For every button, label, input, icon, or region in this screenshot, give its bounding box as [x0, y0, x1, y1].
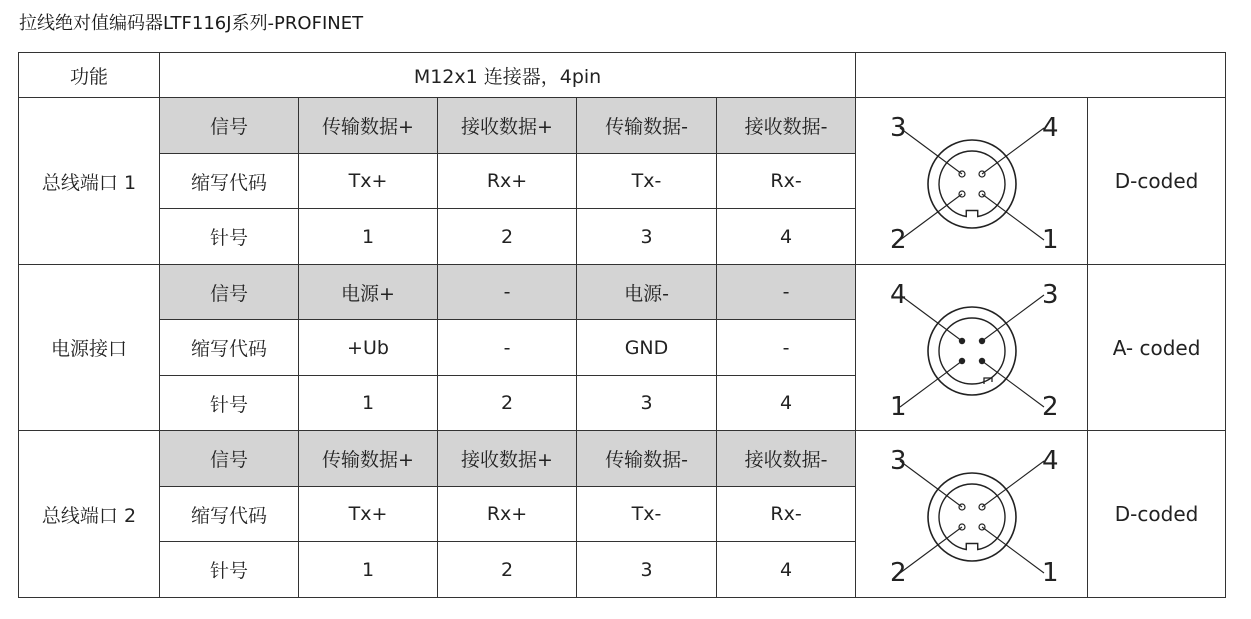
table-cell: 1	[299, 375, 438, 431]
table-cell: Rx+	[438, 153, 577, 209]
table-cell: Tx-	[577, 486, 717, 542]
row-label: 信号	[160, 98, 299, 154]
connector-pin-label: 1	[1041, 225, 1059, 256]
table-cell: 接收数据-	[717, 98, 856, 154]
page-title: 拉线绝对值编码器LTF116J系列-PROFINET	[19, 13, 364, 34]
table-cell: 4	[717, 375, 856, 431]
connector-cell	[856, 431, 1088, 598]
table-cell: Tx-	[577, 153, 717, 209]
connector-cell	[856, 264, 1088, 431]
table-cell: 接收数据+	[438, 431, 577, 487]
row-label: 信号	[160, 264, 299, 320]
table-cell: 传输数据+	[299, 98, 438, 154]
connector-pin-label: 3	[1041, 279, 1059, 310]
connector-inner-ring	[939, 484, 1005, 549]
table-cell: -	[438, 264, 577, 320]
table-cell: 1	[299, 542, 438, 598]
table-cell: +Ub	[299, 320, 438, 376]
header-function: 功能	[19, 53, 160, 98]
connector-pin-label: 2	[889, 558, 907, 589]
table-cell: 3	[577, 209, 717, 265]
table-cell: 4	[717, 209, 856, 265]
row-label: 缩写代码	[160, 153, 299, 209]
row-label: 缩写代码	[160, 486, 299, 542]
table-cell: 3	[577, 375, 717, 431]
table-cell: 接收数据-	[717, 431, 856, 487]
group-label: 总线端口 1	[19, 98, 160, 265]
table-cell: 3	[577, 542, 717, 598]
connector-cell	[856, 98, 1088, 265]
header-empty	[856, 53, 1226, 98]
table-cell: -	[717, 320, 856, 376]
row-label: 缩写代码	[160, 320, 299, 376]
table-cell: 传输数据-	[577, 98, 717, 154]
connector-pin-label: 2	[1041, 391, 1059, 422]
group-label: 电源接口	[19, 264, 160, 431]
table-cell: 2	[438, 542, 577, 598]
table-row	[19, 264, 1226, 320]
table-cell: Rx-	[717, 153, 856, 209]
coding-label: D-coded	[1088, 431, 1226, 598]
connector-diagram-d-coded	[872, 439, 1072, 589]
table-cell: -	[717, 264, 856, 320]
connector-pin-label: 4	[1041, 113, 1059, 144]
table-cell: Tx+	[299, 486, 438, 542]
table-cell: GND	[577, 320, 717, 376]
table-cell: -	[438, 320, 577, 376]
coding-label: A- coded	[1088, 264, 1226, 431]
connector-pin-label: 2	[889, 225, 907, 256]
row-label: 信号	[160, 431, 299, 487]
table-cell: 2	[438, 209, 577, 265]
table-cell: 电源+	[299, 264, 438, 320]
table-cell: Tx+	[299, 153, 438, 209]
pin-assignment-table	[18, 52, 1226, 598]
connector-outer-ring	[928, 140, 1016, 228]
table-cell: 接收数据+	[438, 98, 577, 154]
coding-label: D-coded	[1088, 98, 1226, 265]
connector-outer-ring	[928, 307, 1016, 395]
connector-pin-label: 1	[889, 391, 907, 422]
table-cell: 2	[438, 375, 577, 431]
row-label: 针号	[160, 375, 299, 431]
connector-pin-label: 1	[1041, 558, 1059, 589]
table-row	[19, 431, 1226, 487]
connector-pin-label: 4	[1041, 446, 1059, 477]
table-cell: 电源-	[577, 264, 717, 320]
row-label: 针号	[160, 209, 299, 265]
table-cell: Rx-	[717, 486, 856, 542]
header-row	[19, 53, 1226, 98]
connector-outer-ring	[928, 473, 1016, 561]
table-cell: 4	[717, 542, 856, 598]
row-label: 针号	[160, 542, 299, 598]
connector-inner-ring	[939, 151, 1005, 216]
connector-pin-label: 3	[889, 446, 907, 477]
connector-diagram-d-coded	[872, 106, 1072, 256]
connector-inner-ring	[939, 318, 1005, 384]
connector-diagram-a-coded	[872, 273, 1072, 423]
group-label: 总线端口 2	[19, 431, 160, 598]
header-connector: M12x1 连接器，4pin	[160, 53, 856, 98]
connector-pin-label: 3	[889, 113, 907, 144]
table-cell: 传输数据-	[577, 431, 717, 487]
table-cell: Rx+	[438, 486, 577, 542]
table-row	[19, 98, 1226, 154]
table-cell: 1	[299, 209, 438, 265]
table-cell: 传输数据+	[299, 431, 438, 487]
connector-pin-label: 4	[889, 279, 907, 310]
